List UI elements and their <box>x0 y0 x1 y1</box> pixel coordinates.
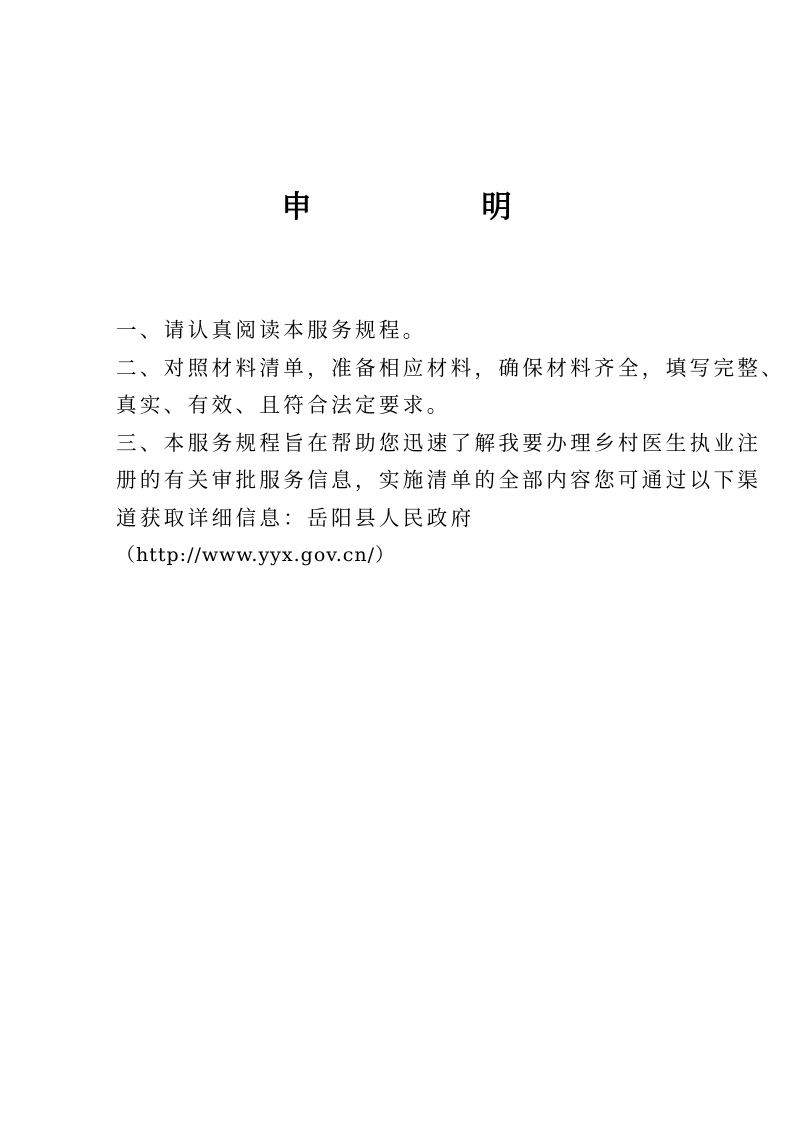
page-title: 申 明 <box>281 190 582 225</box>
statement-line-2: 二、对照材料清单，准备相应材料，确保材料齐全，填写完整、 <box>116 355 786 380</box>
statement-line-6: 道获取详细信息：岳阳县人民政府 <box>116 505 475 530</box>
statement-body <box>116 312 786 575</box>
statement-line-5: 册的有关审批服务信息，实施清单的全部内容您可通过以下渠 <box>116 468 762 492</box>
statement-line-1: 一、请认真阅读本服务规程。 <box>116 318 427 342</box>
statement-line-3: 真实、有效、且符合法定要求。 <box>116 393 451 417</box>
government-url: （http://www.yyx.gov.cn/） <box>116 544 396 566</box>
statement-line-4: 三、本服务规程旨在帮助您迅速了解我要办理乡村医生执业注 <box>116 430 762 455</box>
